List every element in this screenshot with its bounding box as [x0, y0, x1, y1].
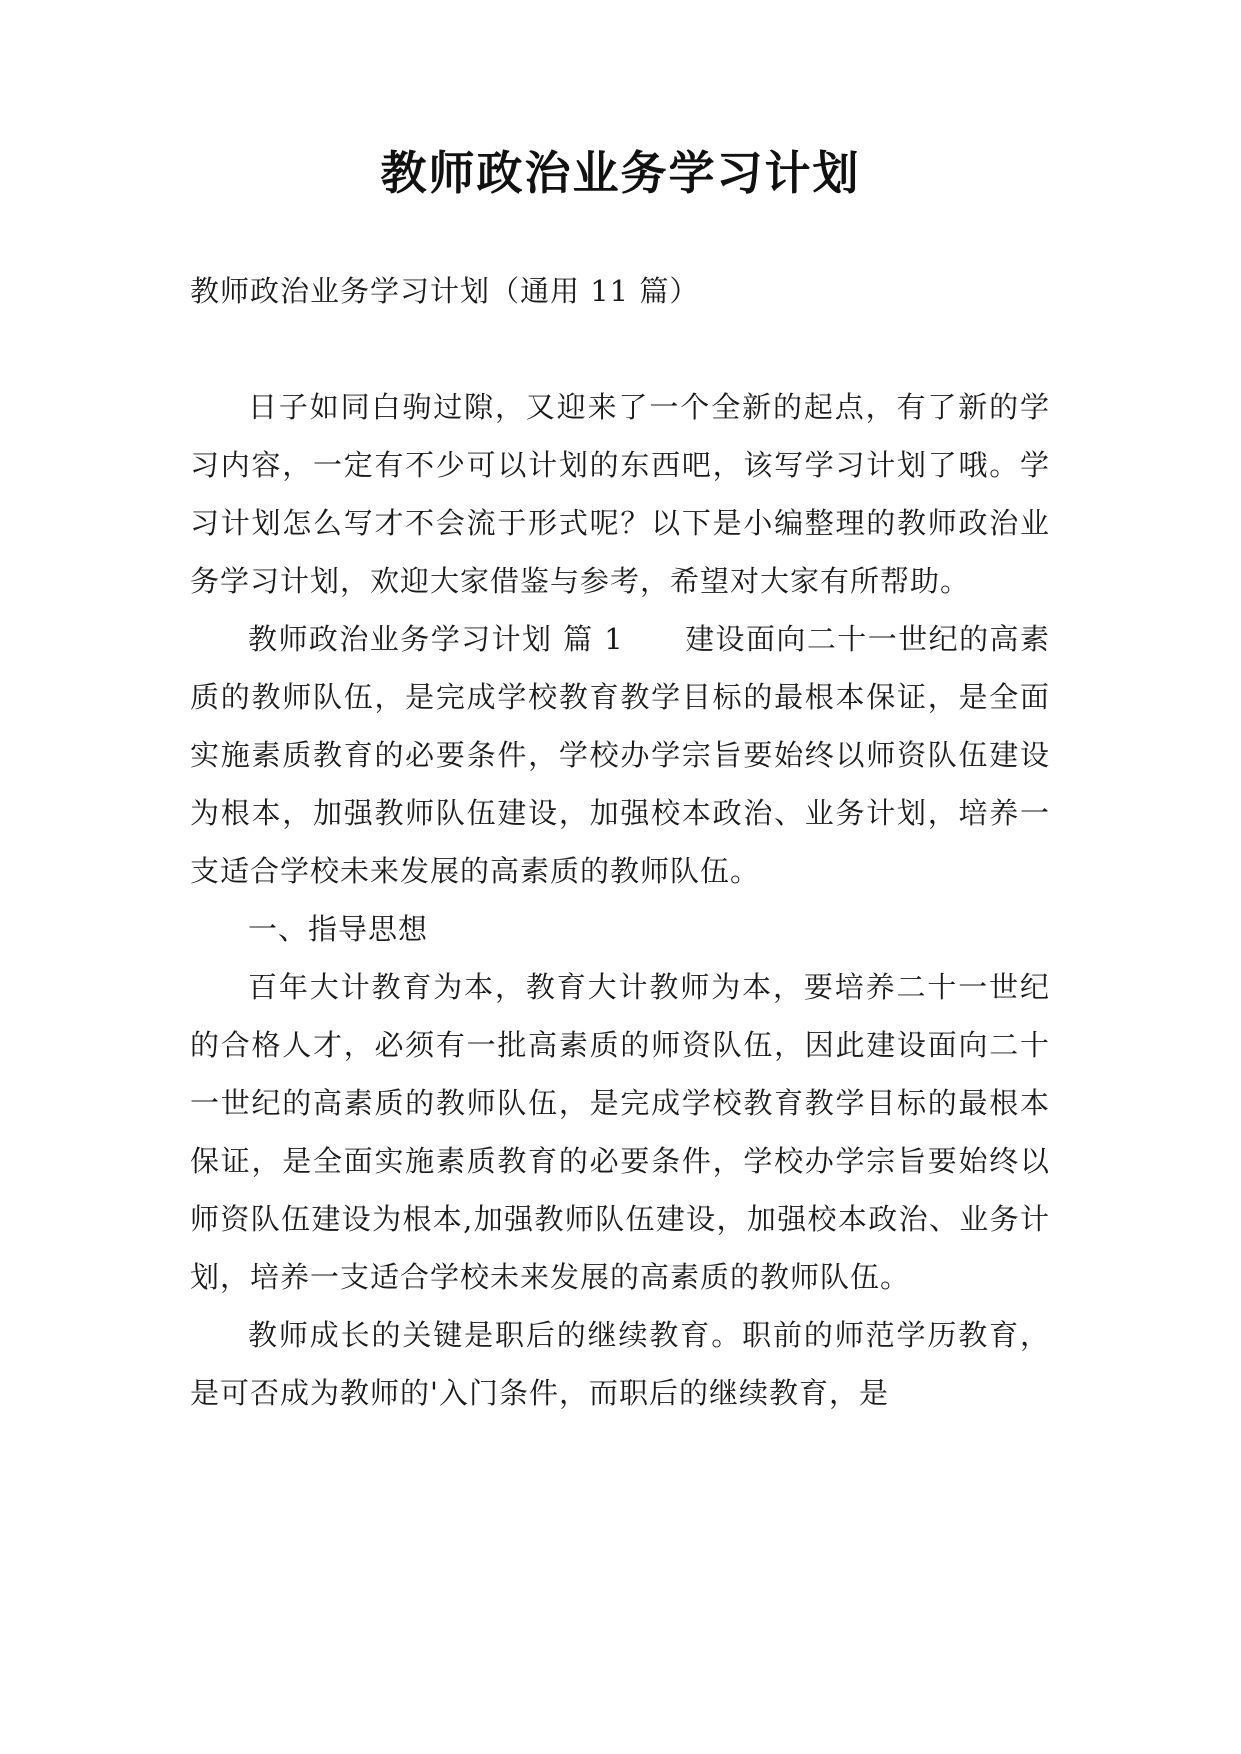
guiding-ideology-paragraph: 百年大计教育为本，教育大计教师为本，要培养二十一世纪的合格人才，必须有一批高素质的师资队伍，因此建设面向二十一世纪的高素质的教师队伍，是完成学校教育教学目标的最根本保证，是全面实施素质教育的必要条件，学校办学宗旨要始终以师资队伍建设为根本,加强教师队伍建设，加强校本政治、业务计划，培养一支适合学校未来发展的高素质的教师队伍。: [190, 970, 1050, 1294]
heading-guiding-ideology: 一、指导思想: [248, 912, 429, 946]
document-title: 教师政治业务学习计划: [380, 146, 861, 200]
intro-paragraph: 日子如同白驹过隙，又迎来了一个全新的起点，有了新的学习内容，一定有不少可以计划的东西吧，该写学习计划了哦。学习计划怎么写才不会流于形式呢？以下是小编整理的教师政治业务学习计划，欢迎大家借鉴与参考，希望对大家有所帮助。: [190, 390, 1050, 598]
document-subtitle: 教师政治业务学习计划（通用 11 篇）: [190, 274, 700, 308]
document-body: [190, 262, 1050, 1422]
teacher-growth-paragraph: 教师成长的关键是职后的继续教育。职前的师范学历教育，是可否成为教师的'入门条件，而职后的继续教育，是: [190, 1318, 1050, 1410]
section-1-paragraph: 教师政治业务学习计划 篇 1 建设面向二十一世纪的高素质的教师队伍，是完成学校教育教学目标的最根本保证，是全面实施素质教育的必要条件，学校办学宗旨要始终以师资队伍建设为根本，加强教师队伍建设，加强校本政治、业务计划，培养一支适合学校未来发展的高素质的教师队伍。: [190, 622, 1050, 888]
